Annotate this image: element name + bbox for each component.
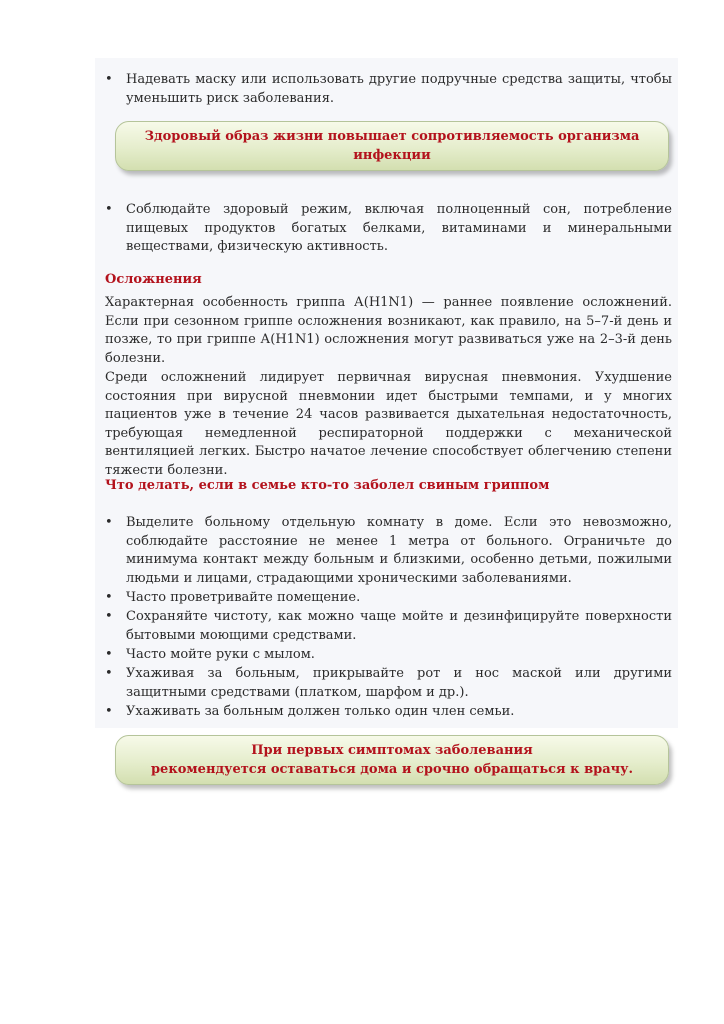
bullet-marker: • [105,666,113,681]
section-heading-complications: Осложнения [105,272,202,287]
list-item-text: Соблюдайте здоровый режим, включая полноценный сон, потребление пищевых продуктов богатых белками, витаминами и минеральными веществами, физическую активность. [126,202,672,254]
list-item-text: Надевать маску или использовать другие подручные средства защиты, чтобы уменьшить риск заболевания. [126,72,672,106]
callout-first-symptoms [115,735,669,785]
bullet-marker: • [105,590,113,605]
list-item-mask [105,71,672,108]
bullet-marker: • [105,647,113,662]
list-item-regime [105,201,672,257]
list-item [105,608,672,645]
callout-line: Здоровый образ жизни повышает сопротивляемость организма [144,129,640,144]
callout-healthy-lifestyle [115,121,669,171]
list-item-text: Часто мойте руки с мылом. [126,647,315,662]
bullet-marker: • [105,704,113,719]
list-item-text: Ухаживать за больным должен только один член семьи. [126,704,515,719]
list-item [105,514,672,588]
bullet-marker: • [105,515,113,530]
list-item [105,703,672,722]
list-item-text: Часто проветривайте помещение. [126,590,361,605]
bullet-marker: • [105,202,113,217]
list-item-text: Ухаживая за больным, прикрывайте рот и нос маской или другими защитными средствами (платком, шарфом и др.). [126,666,672,700]
list-item-text: Выделите больному отдельную комнату в доме. Если это невозможно, соблюдайте расстояние не менее 1 метра от больного. Ограничьте до минимума контакт между больным и близкими, особенно детьми, пожилыми людьми и лицами, страдающими хроническими заболеваниями. [126,515,672,586]
list-item-text: Сохраняйте чистоту, как можно чаще мойте и дезинфицируйте поверхности бытовыми моющими средствами. [126,609,672,643]
section-heading-family: Что делать, если в семье кто-то заболел свиным гриппом [105,478,550,493]
list-item [105,646,672,665]
list-item [105,665,672,702]
bullet-marker: • [105,609,113,624]
callout-line: При первых симптомах заболевания [251,743,533,758]
bullet-marker: • [105,72,113,87]
paragraph-complications-1: Характерная особенность гриппа А(H1N1) — раннее появление осложнений. Если при сезонном гриппе осложнения возникают, как правило, на 5–7-й день и позже, то при гриппе А(H1N1) осложнения могут развиваться уже на 2–3-й день болезни. [105,295,672,366]
callout-line: инфекции [353,148,431,163]
paragraph-complications-2: Среди осложнений лидирует первичная вирусная пневмония. Ухудшение состояния при вирусной пневмонии идет быстрыми темпами, и у многих пациентов уже в течение 24 часов развивается дыхательная недостаточность, требующая немедленной респираторной поддержки с механической вентиляцией легких. Быстро начатое лечение способствует облегчению степени тяжести болезни. [105,370,672,478]
callout-line: рекомендуется оставаться дома и срочно обращаться к врачу. [150,762,634,777]
list-item [105,589,672,608]
